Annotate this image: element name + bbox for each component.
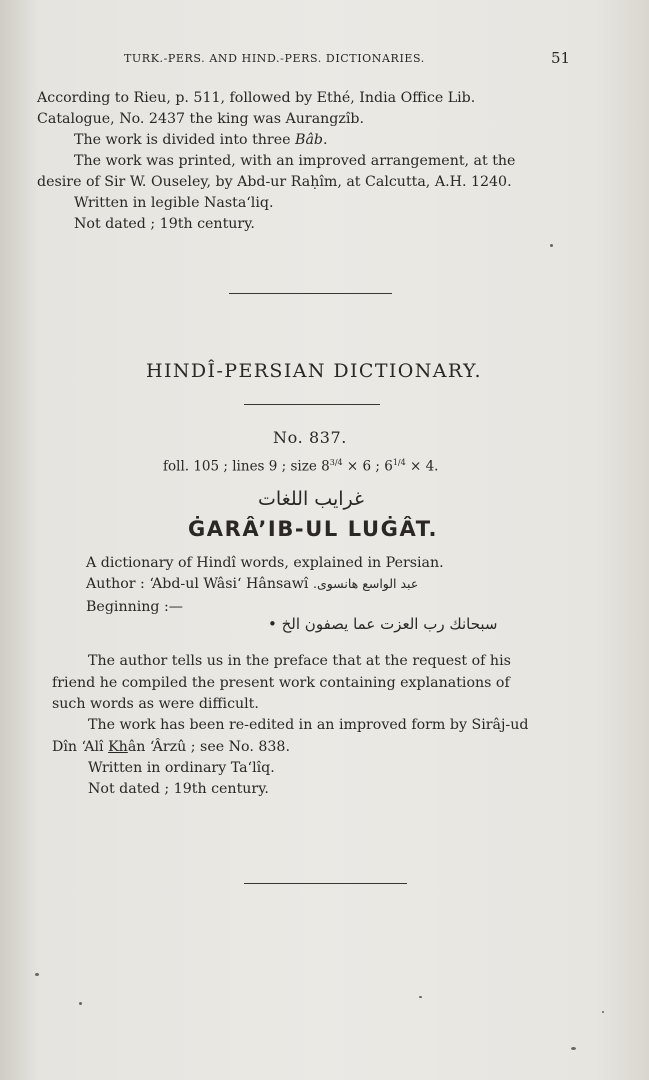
title-underline bbox=[244, 404, 380, 405]
body-line-5: Dîn ‘Alî Khân ‘Ârzû ; see No. 838. bbox=[52, 739, 290, 755]
latin-title: ĠARÂ’IB-UL LUĠÂT. bbox=[187, 517, 439, 541]
author-arabic: عبد الواسع هانسوی. bbox=[312, 576, 419, 591]
scan-speck bbox=[419, 996, 422, 998]
meta-size-end: × 4. bbox=[405, 458, 439, 475]
prev-line-4: The work was printed, with an improved arrangement, at the bbox=[74, 153, 516, 169]
meta-foll: foll. 105 ; lines 9 ; size 8 bbox=[163, 458, 330, 475]
entry-meta bbox=[163, 458, 438, 475]
bottom-rule bbox=[244, 883, 407, 884]
prev-line-1: According to Rieu, p. 511, followed by Ethé, India Office Lib. bbox=[37, 90, 476, 106]
body-line-7: Not dated ; 19th century. bbox=[88, 781, 269, 797]
meta-fraction-1: 3/4 bbox=[329, 458, 343, 467]
entry-number: No. 837. bbox=[273, 428, 347, 447]
body-line-2: friend he compiled the present work containing explanations of bbox=[52, 675, 510, 691]
author-label: Author : ‘Abd-ul Wâsi‘ Hânsawî bbox=[86, 576, 309, 592]
prev-line-7: Not dated ; 19th century. bbox=[74, 216, 255, 232]
scan-speck bbox=[571, 1047, 576, 1050]
prev-line-3: The work is divided into three Bâb. bbox=[74, 132, 328, 148]
scan-speck bbox=[35, 973, 39, 976]
running-head: TURK.-PERS. AND HIND.-PERS. DICTIONARIES. bbox=[124, 52, 425, 65]
prev-line-2: Catalogue, No. 2437 the king was Aurangzîb. bbox=[37, 111, 364, 127]
divider-rule bbox=[229, 293, 392, 294]
body-line-4: The work has been re-edited in an improved form by Sirâj-ud bbox=[88, 717, 529, 733]
prev-line-5: desire of Sir W. Ouseley, by Abd-ur Raḥîm, at Calcutta, A.H. 1240. bbox=[37, 174, 512, 190]
arabic-title: غرايب اللغات bbox=[258, 488, 364, 510]
entry-description: A dictionary of Hindî words, explained in Persian. bbox=[86, 555, 444, 571]
prev-line-6: Written in legible Nasta‘liq. bbox=[74, 195, 274, 211]
body-line-6: Written in ordinary Ta‘lîq. bbox=[88, 760, 275, 776]
body-line-1: The author tells us in the preface that at the request of his bbox=[88, 653, 511, 669]
beginning-label: Beginning :— bbox=[86, 599, 183, 615]
beginning-arabic: سبحانك رب العزت عما يصفون الخ • bbox=[268, 615, 498, 633]
scan-speck bbox=[602, 1011, 604, 1013]
page-number: 51 bbox=[551, 49, 571, 67]
section-title: HINDÎ-PERSIAN DICTIONARY. bbox=[146, 360, 482, 382]
scan-speck bbox=[79, 1002, 82, 1005]
meta-fraction-2: 1/4 bbox=[392, 458, 406, 467]
entry-author bbox=[86, 574, 418, 594]
body-line-3: such words as were difficult. bbox=[52, 696, 259, 712]
meta-size-mid: × 6 ; 6 bbox=[342, 458, 393, 475]
scan-speck bbox=[550, 244, 553, 247]
